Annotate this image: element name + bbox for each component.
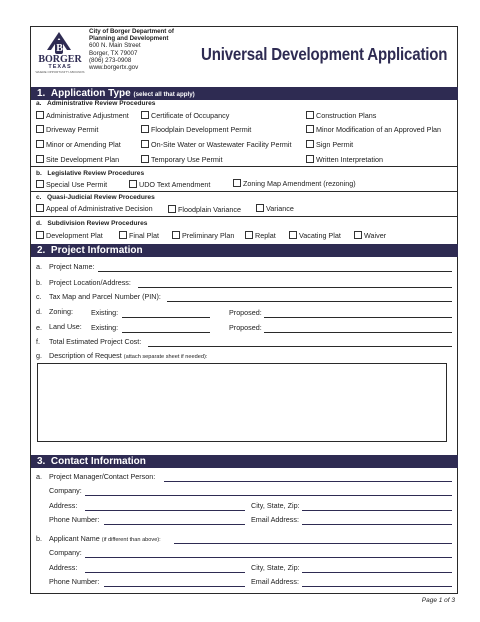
option-label: Special Use Permit bbox=[46, 180, 108, 189]
checkbox[interactable] bbox=[306, 140, 314, 148]
subsection-label: Legislative Review Procedures bbox=[47, 170, 145, 177]
option-minor-modification[interactable] bbox=[306, 125, 441, 134]
applicant-name-text: Applicant Name bbox=[49, 534, 100, 543]
phone-line: (806) 273-0908 bbox=[89, 56, 132, 64]
divider bbox=[31, 216, 458, 217]
section-1-header bbox=[31, 87, 458, 100]
option-floodplain-variance[interactable] bbox=[168, 205, 241, 214]
org-block bbox=[89, 28, 174, 71]
option-development-plat[interactable] bbox=[36, 231, 103, 240]
checkbox[interactable] bbox=[36, 204, 44, 212]
zoning-proposed-field[interactable] bbox=[264, 317, 452, 318]
field-letter: b. bbox=[36, 278, 42, 287]
field-letter: a. bbox=[36, 262, 42, 271]
option-label: Final Plat bbox=[129, 231, 159, 240]
email-label: Email Address: bbox=[251, 515, 299, 524]
option-special-use-permit[interactable] bbox=[36, 180, 107, 189]
option-label: Variance bbox=[266, 204, 294, 213]
option-label: Construction Plans bbox=[316, 111, 377, 120]
checkbox[interactable] bbox=[306, 125, 314, 133]
section-title: Contact Information bbox=[50, 456, 146, 467]
address-field[interactable] bbox=[85, 510, 245, 511]
option-minor-amending-plat[interactable] bbox=[36, 140, 121, 149]
checkbox[interactable] bbox=[129, 180, 137, 188]
applicant-name-note: (if different than above): bbox=[101, 537, 161, 543]
option-label: Site Development Plan bbox=[46, 155, 120, 164]
company-label: Company: bbox=[49, 548, 82, 557]
applicant-name-field[interactable] bbox=[174, 543, 452, 544]
city-state-zip-field[interactable] bbox=[302, 572, 452, 573]
project-name-field[interactable] bbox=[98, 271, 452, 272]
tax-map-label: Tax Map and Parcel Number (PIN): bbox=[49, 292, 161, 301]
subsection-label: Administrative Review Procedures bbox=[47, 100, 156, 107]
org-line: City of Borger Department of bbox=[89, 28, 174, 35]
page-title: Universal Development Application bbox=[201, 44, 448, 64]
tax-map-field[interactable] bbox=[167, 301, 452, 302]
logo-sub: TEXAS bbox=[48, 64, 72, 70]
subsection-letter: b. bbox=[36, 170, 42, 177]
option-sign-permit[interactable] bbox=[306, 140, 353, 149]
checkbox[interactable] bbox=[141, 140, 149, 148]
zoning-proposed-label: Proposed: bbox=[229, 308, 262, 317]
section-number: 1. bbox=[37, 88, 46, 99]
field-letter: g. bbox=[36, 351, 42, 360]
option-administrative-adjustment[interactable] bbox=[36, 111, 129, 120]
subsection-label: Subdivision Review Procedures bbox=[47, 220, 148, 227]
zoning-existing-field[interactable] bbox=[122, 317, 210, 318]
option-label: Temporary Use Permit bbox=[151, 155, 223, 164]
section-title: Application Type bbox=[50, 88, 131, 99]
option-appeal-administrative-decision[interactable] bbox=[36, 204, 153, 213]
land-use-existing-label: Existing: bbox=[91, 323, 119, 332]
field-letter: c. bbox=[36, 292, 42, 301]
option-label: Sign Permit bbox=[316, 140, 354, 149]
land-use-proposed-field[interactable] bbox=[264, 332, 452, 333]
address-line: 600 N. Main Street bbox=[89, 42, 141, 50]
checkbox[interactable] bbox=[141, 125, 149, 133]
subsection-d-title bbox=[36, 220, 147, 227]
checkbox[interactable] bbox=[119, 231, 127, 239]
checkbox[interactable] bbox=[306, 111, 314, 119]
project-cost-label: Total Estimated Project Cost: bbox=[49, 337, 142, 346]
option-replat[interactable] bbox=[245, 231, 276, 240]
subsection-a-title bbox=[36, 100, 155, 107]
phone-label: Phone Number: bbox=[49, 515, 100, 524]
section-note: (select all that apply) bbox=[133, 91, 195, 98]
phone-field[interactable] bbox=[104, 586, 245, 587]
subsection-label: Quasi-Judicial Review Procedures bbox=[47, 194, 155, 201]
org-line: Planning and Development bbox=[89, 35, 169, 43]
option-final-plat[interactable] bbox=[119, 231, 159, 240]
checkbox[interactable] bbox=[289, 231, 297, 239]
option-variance[interactable] bbox=[256, 204, 294, 213]
subsection-letter: c. bbox=[36, 194, 42, 201]
option-zoning-map-amendment[interactable] bbox=[233, 179, 356, 188]
applicant-name-label bbox=[49, 534, 161, 545]
option-label: UDO Text Amendment bbox=[139, 180, 211, 189]
section-title: Project Information bbox=[50, 245, 143, 256]
city-state-zip-label: City, State, Zip: bbox=[251, 501, 300, 510]
option-label: Driveway Permit bbox=[46, 125, 99, 134]
contact-person-label: Project Manager/Contact Person: bbox=[49, 472, 156, 481]
subsection-b-title bbox=[36, 170, 144, 177]
checkbox[interactable] bbox=[36, 231, 44, 239]
checkbox[interactable] bbox=[354, 231, 362, 239]
svg-text:B: B bbox=[56, 43, 63, 54]
option-driveway-permit[interactable] bbox=[36, 125, 98, 134]
option-label: Written Interpretation bbox=[316, 155, 383, 164]
description-note: (attach separate sheet if needed): bbox=[123, 354, 208, 360]
checkbox[interactable] bbox=[233, 179, 241, 187]
option-label: Zoning Map Amendment (rezoning) bbox=[243, 179, 356, 188]
website-line: www.borgertx.gov bbox=[89, 64, 139, 72]
checkbox[interactable] bbox=[141, 111, 149, 119]
option-udo-text-amendment[interactable] bbox=[129, 180, 210, 189]
divider bbox=[31, 191, 458, 192]
option-site-development-plan[interactable] bbox=[36, 155, 119, 164]
address-label: Address: bbox=[49, 563, 78, 572]
land-use-existing-field[interactable] bbox=[122, 332, 210, 333]
project-location-field[interactable] bbox=[138, 287, 452, 288]
land-use-proposed-label: Proposed: bbox=[229, 323, 262, 332]
contact-person-field[interactable] bbox=[164, 481, 452, 482]
subsection-c-title bbox=[36, 194, 155, 201]
company-field[interactable] bbox=[85, 557, 452, 558]
project-cost-field[interactable] bbox=[148, 346, 452, 347]
field-letter: a. bbox=[36, 472, 42, 481]
checkbox[interactable] bbox=[306, 155, 314, 163]
option-floodplain-development-permit[interactable] bbox=[141, 125, 251, 134]
subsection-letter: d. bbox=[36, 220, 42, 227]
checkbox[interactable] bbox=[36, 140, 44, 148]
option-label: Appeal of Administrative Decision bbox=[46, 204, 153, 213]
option-waiver[interactable] bbox=[354, 231, 386, 240]
option-certificate-of-occupancy[interactable] bbox=[141, 111, 229, 120]
checkbox[interactable] bbox=[36, 180, 44, 188]
address-field[interactable] bbox=[85, 572, 245, 573]
option-preliminary-plan[interactable] bbox=[172, 231, 234, 240]
city-state-zip-label: City, State, Zip: bbox=[251, 563, 300, 572]
field-letter: b. bbox=[36, 534, 42, 543]
logo-tagline: WHERE OPPORTUNITY ABOUNDS bbox=[35, 70, 85, 74]
section-2-header bbox=[31, 244, 458, 257]
phone-field[interactable] bbox=[104, 524, 245, 525]
phone-label: Phone Number: bbox=[49, 577, 100, 586]
email-field[interactable] bbox=[302, 524, 452, 525]
subsection-letter: a. bbox=[36, 100, 42, 107]
option-written-interpretation[interactable] bbox=[306, 155, 383, 164]
option-label: Vacating Plat bbox=[299, 231, 341, 240]
description-label bbox=[49, 351, 207, 362]
option-label: Floodplain Development Permit bbox=[151, 125, 252, 134]
zoning-existing-label: Existing: bbox=[91, 308, 119, 317]
land-use-label: Land Use: bbox=[49, 322, 82, 331]
description-label-text: Description of Request bbox=[49, 351, 122, 360]
field-letter: f. bbox=[36, 337, 40, 346]
option-label: Minor Modification of an Approved Plan bbox=[316, 125, 442, 134]
checkbox[interactable] bbox=[36, 155, 44, 163]
field-letter: d. bbox=[36, 307, 42, 316]
checkbox[interactable] bbox=[36, 125, 44, 133]
city-state-zip-field[interactable] bbox=[302, 510, 452, 511]
section-3-header bbox=[31, 455, 458, 468]
project-name-label: Project Name: bbox=[49, 262, 95, 271]
page-number: Page 1 of 3 bbox=[421, 597, 455, 604]
company-field[interactable] bbox=[85, 495, 452, 496]
zoning-label: Zoning: bbox=[49, 307, 73, 316]
project-location-label: Project Location/Address: bbox=[49, 278, 131, 287]
option-on-site-water-permit[interactable] bbox=[141, 140, 291, 149]
option-vacating-plat[interactable] bbox=[289, 231, 341, 240]
description-textarea[interactable] bbox=[37, 363, 447, 442]
option-label: Preliminary Plan bbox=[182, 231, 235, 240]
option-label: On-Site Water or Wastewater Facility Permit bbox=[151, 140, 292, 149]
checkbox[interactable] bbox=[172, 231, 180, 239]
option-label: Development Plat bbox=[46, 231, 103, 240]
section-number: 3. bbox=[37, 456, 46, 467]
email-field[interactable] bbox=[302, 586, 452, 587]
checkbox[interactable] bbox=[168, 205, 176, 213]
option-label: Minor or Amending Plat bbox=[46, 140, 121, 149]
option-label: Certificate of Occupancy bbox=[151, 111, 230, 120]
option-label: Waiver bbox=[364, 231, 387, 240]
address-line: Borger, TX 79007 bbox=[89, 49, 138, 57]
field-letter: e. bbox=[36, 323, 42, 332]
checkbox[interactable] bbox=[245, 231, 253, 239]
option-construction-plans[interactable] bbox=[306, 111, 376, 120]
option-label: Replat bbox=[255, 231, 276, 240]
logo-word: BORGER bbox=[38, 54, 82, 65]
divider bbox=[31, 166, 458, 167]
email-label: Email Address: bbox=[251, 577, 299, 586]
address-label: Address: bbox=[49, 501, 78, 510]
checkbox[interactable] bbox=[36, 111, 44, 119]
section-number: 2. bbox=[37, 245, 46, 256]
company-label: Company: bbox=[49, 486, 82, 495]
checkbox[interactable] bbox=[141, 155, 149, 163]
option-label: Floodplain Variance bbox=[178, 205, 241, 214]
option-label: Administrative Adjustment bbox=[46, 111, 129, 120]
checkbox[interactable] bbox=[256, 204, 264, 212]
option-temporary-use-permit[interactable] bbox=[141, 155, 223, 164]
